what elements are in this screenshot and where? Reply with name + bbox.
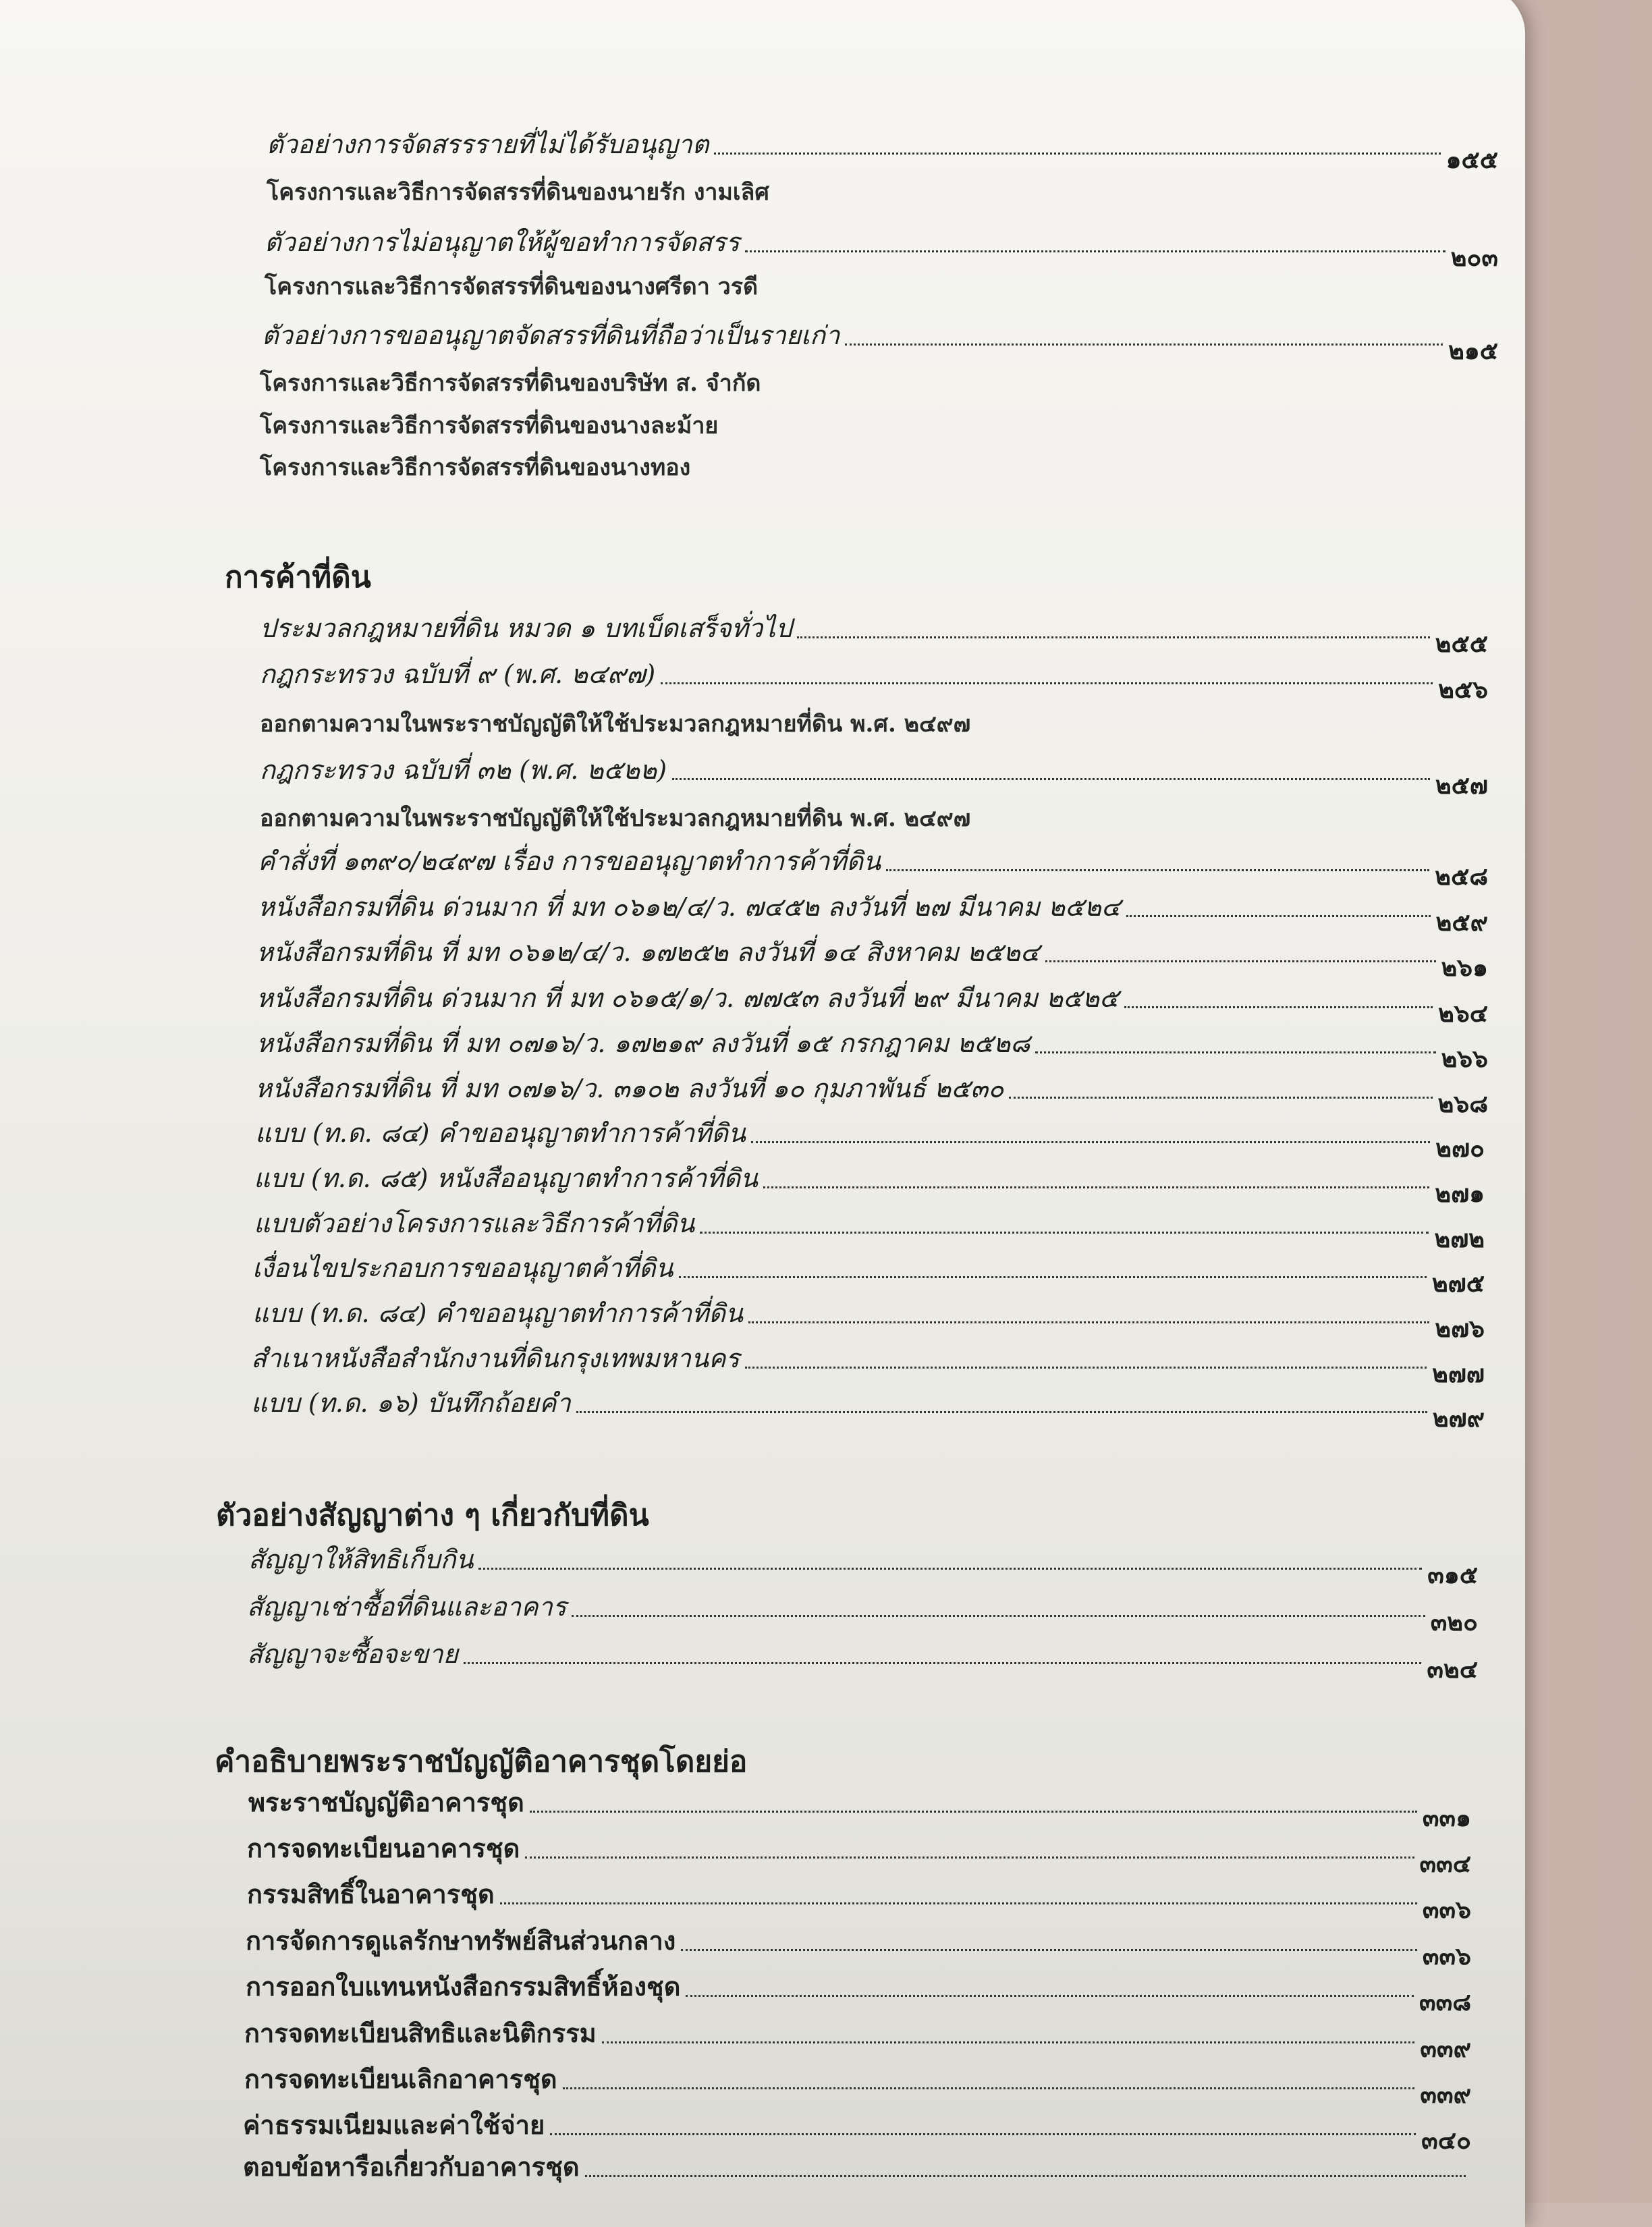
dot-leader: [550, 2133, 1416, 2135]
entry-title: หนังสือกรมที่ดิน ที่ มท ๐๗๑๖/ว. ๑๗๒๑๙ ลงวันที่ ๑๕ กรกฎาคม ๒๕๒๘: [256, 1028, 1030, 1058]
toc-entry: [247, 1873, 1471, 1924]
entry-title: หนังสือกรมที่ดิน ที่ มท ๐๗๑๖/ว. ๓๑๐๒ ลงวันที่ ๑๐ กุมภาพันธ์ ๒๕๓๐: [255, 1074, 1004, 1103]
toc-entry: [252, 1292, 1485, 1343]
page-number: ๓๒๐: [1430, 1608, 1478, 1637]
dot-leader: [672, 777, 1430, 780]
entry-title: การออกใบแทนหนังสือกรรมสิทธิ์ห้องชุด: [246, 1971, 681, 2002]
page-number: ๒๕๖: [1438, 676, 1488, 704]
entry-title: แบบ (ท.ด. ๑๖) บันทึกถ้อยคำ: [251, 1388, 571, 1418]
dot-leader: [1124, 1006, 1433, 1008]
toc-entry: [256, 931, 1488, 982]
toc-entry: [254, 1157, 1485, 1208]
dot-leader: [886, 869, 1429, 871]
dot-leader: [748, 1321, 1429, 1323]
dot-leader: [797, 636, 1429, 638]
dot-leader: [679, 1275, 1427, 1278]
toc-entry: [267, 123, 1498, 174]
section-title: การค้าที่ดิน: [225, 560, 371, 595]
section-title: ตัวอย่างสัญญาต่าง ๆ เกี่ยวกับที่ดิน: [216, 1498, 649, 1533]
dot-leader: [572, 1614, 1425, 1617]
page-number: ๒๗๐: [1435, 1134, 1485, 1163]
page-number: ๒๕๘: [1435, 862, 1488, 891]
entry-title: หนังสือกรมที่ดิน ที่ มท ๐๖๑๒/๔/ว. ๑๗๒๕๒ ลงวันที่ ๑๔ สิงหาคม ๒๕๒๔: [256, 937, 1040, 967]
toc-entry: [258, 840, 1488, 891]
entry-title: ตอบข้อหารือเกี่ยวกับอาคารชุด: [243, 2151, 580, 2182]
page-number: ๓๓๙: [1420, 2081, 1471, 2109]
entry-title: หนังสือกรมที่ดิน ด่วนมาก ที่ มท ๐๖๑๕/๑/ว. ๗๗๕๓ ลงวันที่ ๒๙ มีนาคม ๒๕๒๕: [256, 983, 1119, 1013]
toc-subentry: ออกตามความในพระราชบัญญัติให้ใช้ประมวลกฎหมายที่ดิน พ.ศ. ๒๔๙๗: [260, 805, 971, 832]
section-title: คำอธิบายพระราชบัญญัติอาคารชุดโดยย่อ: [215, 1744, 748, 1779]
toc-subentry: โครงการและวิธีการจัดสรรที่ดินของนางศรีดา วรดี: [265, 273, 759, 300]
toc-entry: [247, 1633, 1478, 1684]
toc-entry: [260, 653, 1488, 704]
dot-leader: [714, 152, 1440, 155]
toc-entry: [251, 1338, 1485, 1388]
toc-entry: [262, 314, 1498, 365]
toc-entry: [255, 1068, 1488, 1118]
entry-title: สำเนาหนังสือสำนักงานที่ดินกรุงเทพมหานคร: [251, 1344, 740, 1373]
entry-title: ค่าธรรมเนียมและค่าใช้จ่าย: [243, 2110, 545, 2140]
dot-leader: [478, 1567, 1422, 1570]
dot-leader: [576, 1410, 1427, 1413]
toc-subentry: โครงการและวิธีการจัดสรรที่ดินของนางทอง: [260, 454, 691, 481]
entry-title: ตัวอย่างการขออนุญาตจัดสรรที่ดินที่ถือว่าเป็นรายเก่า: [262, 321, 840, 350]
dot-leader: [751, 1140, 1430, 1143]
entry-title: หนังสือกรมที่ดิน ด่วนมาก ที่ มท ๐๖๑๒/๔/ว. ๗๔๕๒ ลงวันที่ ๒๗ มีนาคม ๒๕๒๔: [258, 892, 1121, 922]
page-number: ๒๗๒: [1434, 1225, 1485, 1253]
entry-title: สัญญาให้สิทธิเก็บกิน: [248, 1545, 474, 1574]
page-number: ๒๗๗: [1432, 1360, 1485, 1388]
dot-leader: [1126, 914, 1431, 917]
entry-title: กรรมสิทธิ์ในอาคารชุด: [247, 1879, 495, 1909]
dot-leader: [525, 1856, 1414, 1859]
dot-leader: [681, 1948, 1417, 1951]
dot-leader: [1035, 1051, 1435, 1053]
toc-entry: [252, 1247, 1485, 1298]
toc-entry: [243, 2146, 1471, 2187]
dot-leader: [585, 2174, 1466, 2177]
entry-title: แบบ (ท.ด. ๘๕) หนังสืออนุญาตทำการค้าที่ดิน: [254, 1163, 758, 1193]
page-number: ๓๓๑: [1422, 1804, 1471, 1832]
entry-title: แบบตัวอย่างโครงการและวิธีการค้าที่ดิน: [254, 1209, 695, 1238]
page-number: ๒๕๙: [1435, 908, 1488, 937]
page-number: ๓๓๙: [1420, 2035, 1471, 2063]
dot-leader: [1045, 960, 1436, 962]
page-number: ๒๗๖: [1435, 1315, 1485, 1343]
dot-leader: [464, 1661, 1422, 1664]
dot-leader: [700, 1231, 1429, 1234]
page-number: ๒๕๕: [1435, 630, 1488, 658]
dot-leader: [602, 2041, 1415, 2043]
dot-leader: [745, 1366, 1427, 1369]
toc-subentry: โครงการและวิธีการจัดสรรที่ดินของบริษัท ส. จำกัด: [260, 370, 761, 397]
entry-title: กฎกระทรวง ฉบับที่ ๙ (พ.ศ. ๒๔๙๗): [260, 659, 656, 689]
page-number: ๑๕๕: [1446, 146, 1498, 174]
toc-entry: [244, 2058, 1471, 2109]
dot-leader: [845, 343, 1443, 346]
entry-title: คำสั่งที่ ๑๓๙๐/๒๔๙๗ เรื่อง การขออนุญาตทำการค้าที่ดิน: [258, 846, 881, 876]
entry-title: การจดทะเบียนอาคารชุด: [247, 1833, 520, 1863]
dot-leader: [500, 1902, 1417, 1904]
toc-entry: [244, 2012, 1471, 2063]
page-number: ๒๖๔: [1438, 999, 1488, 1028]
toc-entry: [254, 1203, 1485, 1253]
entry-title: เงื่อนไขประกอบการขออนุญาตค้าที่ดิน: [252, 1253, 673, 1283]
toc-entry: [260, 749, 1488, 800]
toc-entry: [246, 1966, 1471, 2016]
toc-entry: [260, 607, 1488, 658]
entry-title: ตัวอย่างการจัดสรรรายที่ไม่ได้รับอนุญาต: [267, 130, 709, 159]
page-number: ๒๖๘: [1437, 1090, 1488, 1118]
toc-entry: [243, 2104, 1471, 2155]
entry-title: แบบ (ท.ด. ๘๔) คำขออนุญาตทำการค้าที่ดิน: [255, 1118, 746, 1148]
toc-subentry: โครงการและวิธีการจัดสรรที่ดินของนายรัก งามเลิศ: [267, 179, 769, 206]
page-number: ๓๑๕: [1427, 1561, 1478, 1589]
toc-entry: [265, 221, 1498, 272]
page-number: ๓๓๖: [1422, 1942, 1471, 1971]
entry-title: ตัวอย่างการไม่อนุญาตให้ผู้ขอทำการจัดสรร: [265, 227, 740, 257]
entry-title: กฎกระทรวง ฉบับที่ ๓๒ (พ.ศ. ๒๕๒๒): [260, 755, 667, 785]
entry-title: การจดทะเบียนสิทธิและนิติกรรม: [244, 2018, 597, 2048]
toc-entry: [256, 1022, 1488, 1073]
entry-title: สัญญาเช่าซื้อที่ดินและอาคาร: [247, 1592, 567, 1622]
dot-leader: [1009, 1096, 1432, 1099]
page-number: ๒๖๑: [1441, 954, 1488, 982]
toc-subentry: ออกตามความในพระราชบัญญัติให้ใช้ประมวลกฎหมายที่ดิน พ.ศ. ๒๔๙๗: [260, 711, 971, 738]
toc-entry: [248, 1539, 1478, 1589]
toc-entry: [248, 1782, 1471, 1832]
toc-subentry: โครงการและวิธีการจัดสรรที่ดินของนางละม้าย: [260, 412, 719, 439]
dot-leader: [763, 1186, 1429, 1188]
toc-entry: [251, 1382, 1485, 1433]
dot-leader: [563, 2087, 1415, 2089]
page-number: ๒๕๗: [1435, 771, 1488, 800]
entry-title: การจัดการดูแลรักษาทรัพย์สินส่วนกลาง: [246, 1925, 676, 1956]
toc-entry: [256, 977, 1488, 1028]
toc-entry: [258, 886, 1488, 937]
page-number: ๒๖๖: [1441, 1045, 1488, 1073]
page-number: ๓๓๖: [1422, 1896, 1471, 1924]
entry-title: การจดทะเบียนเลิกอาคารชุด: [244, 2064, 557, 2094]
toc-entry: [246, 1920, 1471, 1971]
page-number: ๓๔๐: [1421, 2126, 1471, 2155]
toc-entry: [247, 1586, 1478, 1637]
page-number: ๒๐๓: [1450, 244, 1498, 272]
page-number: ๓๓๘: [1419, 1988, 1471, 2016]
page-number: ๓๒๔: [1427, 1655, 1478, 1684]
page-number: ๒๗๙: [1432, 1404, 1485, 1433]
page-number: ๓๓๔: [1419, 1850, 1471, 1878]
dot-leader: [530, 1810, 1417, 1813]
dot-leader: [686, 1994, 1414, 1997]
toc-entry: [247, 1827, 1471, 1878]
entry-title: สัญญาจะซื้อจะขาย: [247, 1639, 458, 1669]
page-number: ๒๗๕: [1431, 1269, 1485, 1298]
dot-leader: [745, 250, 1446, 252]
toc-entry: [255, 1112, 1485, 1163]
entry-title: แบบ (ท.ด. ๘๔) คำขออนุญาตทำการค้าที่ดิน: [252, 1298, 743, 1328]
dot-leader: [661, 682, 1433, 684]
entry-title: ประมวลกฎหมายที่ดิน หมวด ๑ บทเบ็ดเสร็จทั่วไป: [260, 613, 792, 643]
entry-title: พระราชบัญญัติอาคารชุด: [248, 1787, 524, 1817]
page-number: ๒๗๑: [1435, 1180, 1485, 1208]
page-number: ๒๑๕: [1448, 337, 1498, 365]
